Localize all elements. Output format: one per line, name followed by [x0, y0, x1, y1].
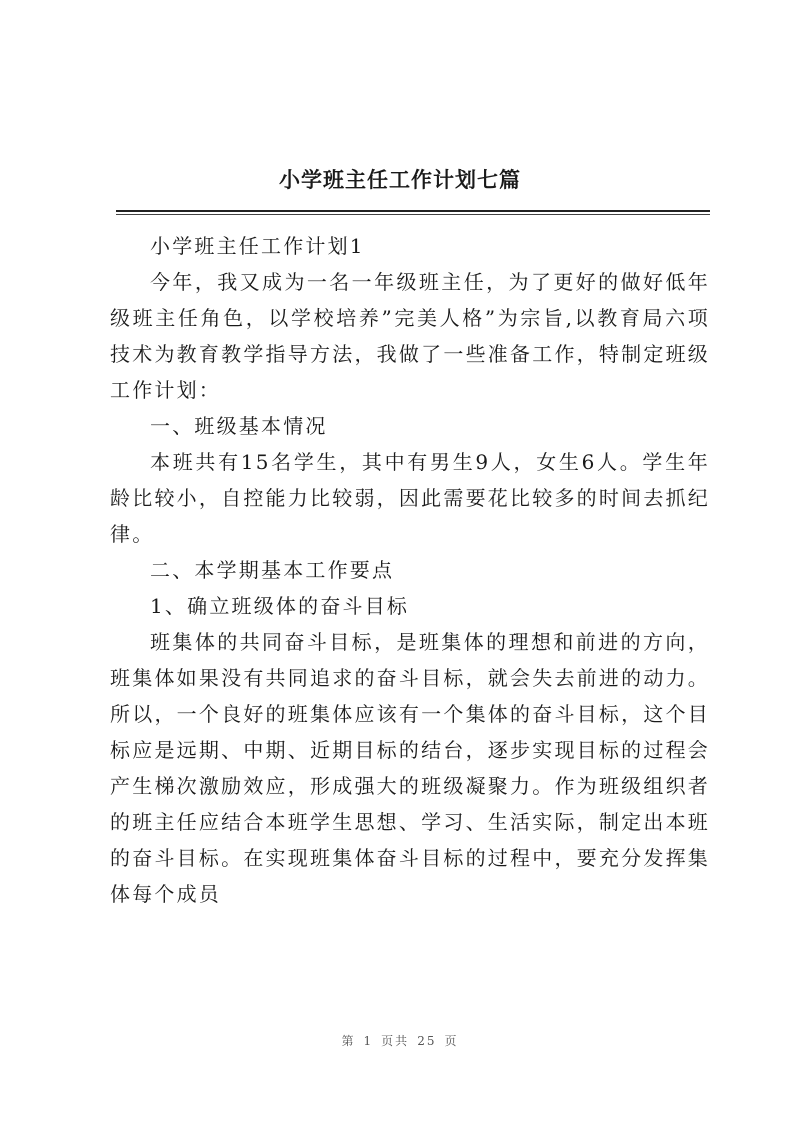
footer-label-ye: 页 [444, 1034, 459, 1048]
footer-label-ye-gong: 页共 [381, 1034, 410, 1048]
page-footer [0, 1032, 800, 1049]
section-heading: 二、本学期基本工作要点 [150, 558, 395, 582]
document-title: 小学班主任工作计划七篇 [279, 167, 521, 192]
total-pages-number: 25 [417, 1034, 437, 1048]
title-divider [116, 210, 710, 212]
paragraph: 今年，我又成为一名一年级班主任，为了更好的做好低年级班主任角色，以学校培养”完美人格”为宗旨,以教育局六项技术为教育教学指导方法，我做了一些准备工作，特制定班级工作计划： [110, 270, 710, 402]
paragraph: 本班共有15名学生，其中有男生9人，女生6人。学生年龄比较小，自控能力比较弱，因此需要花比较多的时间去抓纪律。 [110, 450, 710, 546]
section-heading: 小学班主任工作计划1 [150, 234, 365, 258]
current-page-number: 1 [363, 1034, 374, 1048]
footer-label-di: 第 [341, 1034, 356, 1048]
document-body [110, 228, 710, 912]
title-divider-thin [116, 214, 710, 215]
paragraph: 班集体的共同奋斗目标，是班集体的理想和前进的方向，班集体如果没有共同追求的奋斗目标，就会失去前进的动力。所以，一个良好的班集体应该有一个集体的奋斗目标，这个目标应是远期、中期、近期目标的结台，逐步实现目标的过程会产生梯次激励效应，形成强大的班级凝聚力。作为班级组织者的班主任应结合本班学生思想、学习、生活实际，制定出本班的奋斗目标。在实现班集体奋斗目标的过程中，要充分发挥集体每个成员 [110, 630, 710, 906]
section-heading: 一、班级基本情况 [150, 414, 328, 438]
subsection-heading: 1、确立班级体的奋斗目标 [150, 594, 410, 618]
